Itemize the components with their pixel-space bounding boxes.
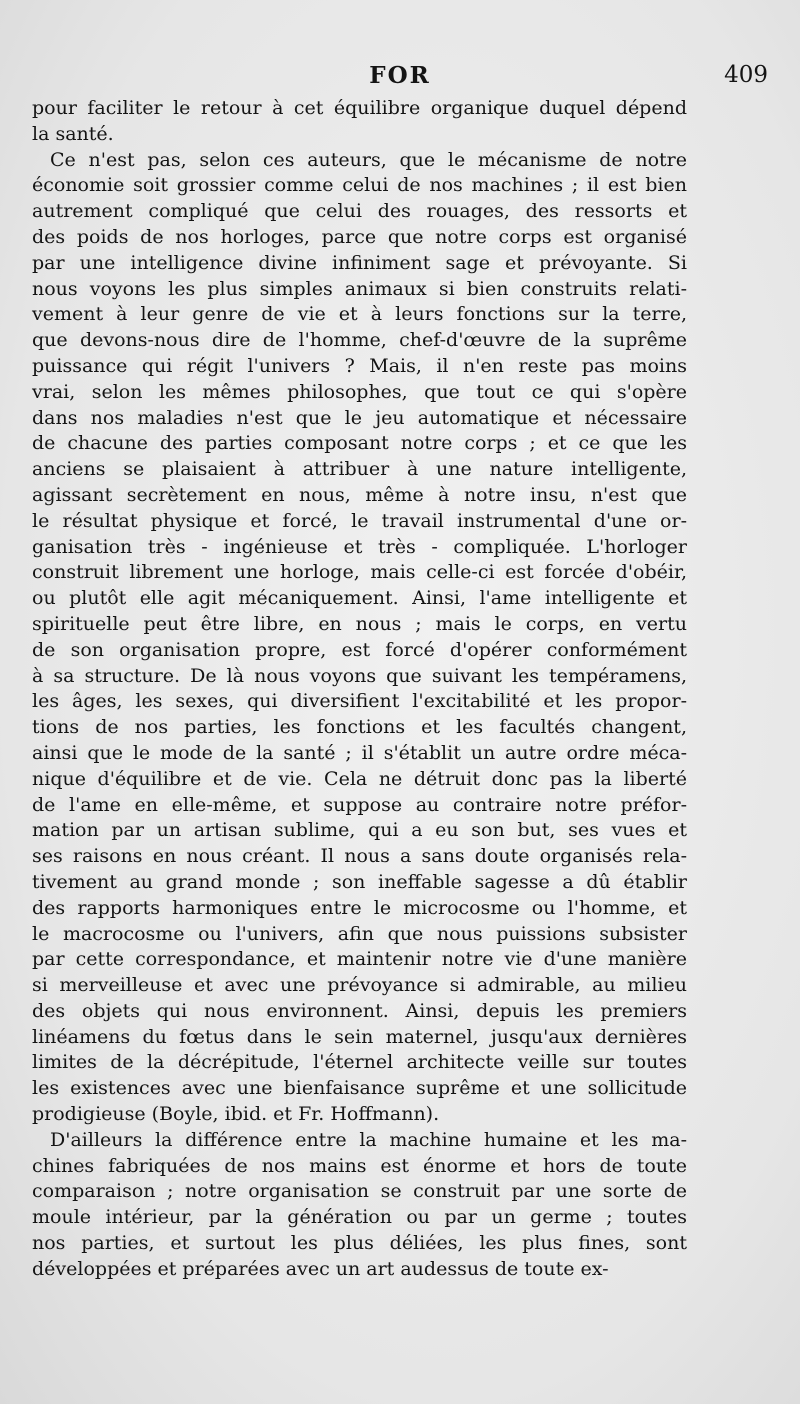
text-line: chines fabriquées de nos mains est énorme et hors de toute <box>32 1154 687 1177</box>
text-line: développées et préparées avec un art audessus de toute ex- <box>32 1257 609 1280</box>
text-line: autrement compliqué que celui des rouages, des ressorts et <box>32 200 687 223</box>
text-line: le résultat physique et forcé, le travail instrumental d'une or- <box>32 509 687 532</box>
text-line: anciens se plaisaient à attribuer à une nature intelligente, <box>32 458 687 481</box>
text-line: prodigieuse (Boyle, ibid. et Fr. Hoffmann). <box>32 1103 440 1126</box>
text-line: les âges, les sexes, qui diversifient l'excitabilité et les propor- <box>32 690 687 713</box>
text-line: tions de nos parties, les fonctions et les facultés changent, <box>32 716 687 739</box>
text-line: vement à leur genre de vie et à leurs fonctions sur la terre, <box>32 303 687 326</box>
text-line: le macrocosme ou l'univers, afin que nous puissions subsister <box>32 922 687 945</box>
text-line: si merveilleuse et avec une prévoyance si admirable, au milieu <box>32 974 687 997</box>
text-line: de l'ame en elle-même, et suppose au contraire notre préfor- <box>32 793 687 816</box>
text-line: limites de la décrépitude, l'éternel architecte veille sur toutes <box>32 1051 687 1074</box>
text-line: D'ailleurs la différence entre la machine humaine et les ma- <box>50 1128 687 1151</box>
text-line: de son organisation propre, est forcé d'opérer conformément <box>32 638 687 661</box>
text-line: puissance qui régit l'univers ? Mais, il n'en reste pas moins <box>32 354 687 377</box>
paragraph <box>32 1128 687 1283</box>
text-line: les existences avec une bienfaisance suprême et une sollicitude <box>32 1077 687 1100</box>
page-number: 409 <box>724 62 768 88</box>
running-head: FOR <box>369 62 431 89</box>
text-line: ou plutôt elle agit mécaniquement. Ainsi, l'ame intelligente et <box>32 587 687 610</box>
text-line: nique d'équilibre et de vie. Cela ne détruit donc pas la liberté <box>32 767 687 790</box>
text-line: comparaison ; notre organisation se construit par une sorte de <box>32 1180 687 1203</box>
text-line: nos parties, et surtout les plus déliées, les plus fines, sont <box>32 1232 687 1255</box>
text-line: nous voyons les plus simples animaux si bien construits relati- <box>32 277 687 300</box>
text-line: la santé. <box>32 122 114 145</box>
text-line: vrai, selon les mêmes philosophes, que tout ce qui s'opère <box>32 380 687 403</box>
text-line: à sa structure. De là nous voyons que suivant les tempéramens, <box>32 664 687 687</box>
text-line: mation par un artisan sublime, qui a eu son but, ses vues et <box>32 819 687 842</box>
text-line: par cette correspondance, et maintenir notre vie d'une manière <box>32 948 687 971</box>
paragraph <box>32 96 687 148</box>
text-line: agissant secrètement en nous, même à notre insu, n'est que <box>32 483 687 506</box>
paragraph <box>32 148 687 1128</box>
text-line: dans nos maladies n'est que le jeu automatique et nécessaire <box>32 406 687 429</box>
text-line: moule intérieur, par la génération ou par un germe ; toutes <box>32 1206 687 1229</box>
text-line: ganisation très - ingénieuse et très - compliquée. L'horloger <box>32 535 687 558</box>
text-line: pour faciliter le retour à cet équilibre organique duquel dépend <box>32 97 687 119</box>
text-line: des rapports harmoniques entre le microcosme ou l'homme, et <box>32 896 687 919</box>
text-line: des objets qui nous environnent. Ainsi, depuis les premiers <box>32 999 687 1022</box>
text-line: par une intelligence divine infiniment sage et prévoyante. Si <box>32 251 687 274</box>
text-line: de chacune des parties composant notre corps ; et ce que les <box>32 432 687 455</box>
text-line: ses raisons en nous créant. Il nous a sans doute organisés rela- <box>32 845 687 868</box>
text-line: tivement au grand monde ; son ineffable sagesse a dû établir <box>32 870 687 893</box>
text-line: des poids de nos horloges, parce que notre corps est organisé <box>32 225 687 248</box>
text-line: que devons-nous dire de l'homme, chef-d'œuvre de la suprême <box>32 329 687 352</box>
body-text <box>32 96 687 1283</box>
page-header <box>30 62 770 94</box>
text-line: linéamens du fœtus dans le sein maternel, jusqu'aux dernières <box>32 1025 687 1048</box>
text-line: ainsi que le mode de la santé ; il s'établit un autre ordre méca- <box>32 741 687 764</box>
text-line: spirituelle peut être libre, en nous ; mais le corps, en vertu <box>32 612 687 635</box>
text-line: construit librement une horloge, mais celle-ci est forcée d'obéir, <box>32 561 687 584</box>
text-line: économie soit grossier comme celui de nos machines ; il est bien <box>32 174 687 197</box>
text-line: Ce n'est pas, selon ces auteurs, que le mécanisme de notre <box>50 148 687 171</box>
